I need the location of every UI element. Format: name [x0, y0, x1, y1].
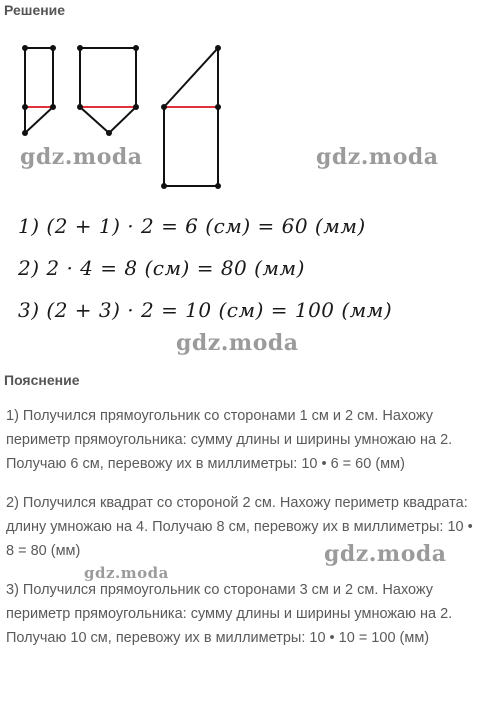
- vertex-point: [50, 45, 56, 51]
- vertex-point: [215, 45, 221, 51]
- figure-1: [22, 45, 56, 136]
- equation-1: 1) (2 + 1) · 2 = 6 (см) = 60 (мм): [18, 214, 366, 238]
- watermark-4: gdz.moda: [324, 541, 447, 567]
- vertex-point: [77, 45, 83, 51]
- vertex-point: [77, 104, 83, 110]
- vertex-point: [133, 104, 139, 110]
- figure-3-vertices: [161, 45, 221, 189]
- figure-3: [161, 45, 221, 189]
- vertex-point: [215, 183, 221, 189]
- figure-1-outline: [25, 48, 53, 133]
- watermark-3: gdz.moda: [176, 330, 299, 356]
- watermark-5: gdz.moda: [84, 564, 169, 582]
- vertex-point: [22, 45, 28, 51]
- vertex-point: [50, 104, 56, 110]
- vertex-point: [106, 130, 112, 136]
- solution-heading: Решение: [4, 2, 66, 18]
- vertex-point: [133, 45, 139, 51]
- figure-2-vertices: [77, 45, 139, 136]
- vertex-point: [161, 183, 167, 189]
- equation-2: 2) 2 · 4 = 8 (см) = 80 (мм): [18, 256, 305, 280]
- vertex-point: [22, 130, 28, 136]
- vertex-point: [215, 104, 221, 110]
- watermark-2: gdz.moda: [316, 144, 439, 170]
- equation-3: 3) (2 + 3) · 2 = 10 (см) = 100 (мм): [18, 298, 393, 322]
- explanation-paragraph-3: 3) Получился прямоугольник со сторонами 3 см и 2 см. Нахожу периметр прямоугольника: сумму длины и ширины умножаю на 2. Получаю 10 см, перевожу их в миллиметры: 10 • 10 = 100 (мм): [6, 582, 453, 646]
- vertex-point: [161, 104, 167, 110]
- explanation-paragraph-2: 2) Получился квадрат со стороной 2 см. Нахожу периметр квадрата: длину умножаю на 4. Получаю 8 см, перевожу их в миллиметры: 10 • 8 = 80 (мм): [6, 495, 473, 559]
- figure-3-outline: [164, 48, 218, 186]
- figure-1-vertices: [22, 45, 56, 136]
- explanation-heading: Пояснение: [4, 372, 80, 388]
- watermark-1: gdz.moda: [20, 144, 143, 170]
- figure-2: [77, 45, 139, 136]
- figure-2-outline: [80, 48, 136, 133]
- vertex-point: [22, 104, 28, 110]
- explanation-paragraph-1: 1) Получился прямоугольник со сторонами 1 см и 2 см. Нахожу периметр прямоугольника: сумму длины и ширины умножаю на 2. Получаю 6 см, перевожу их в миллиметры: 10 • 6 = 60 (мм): [6, 408, 453, 472]
